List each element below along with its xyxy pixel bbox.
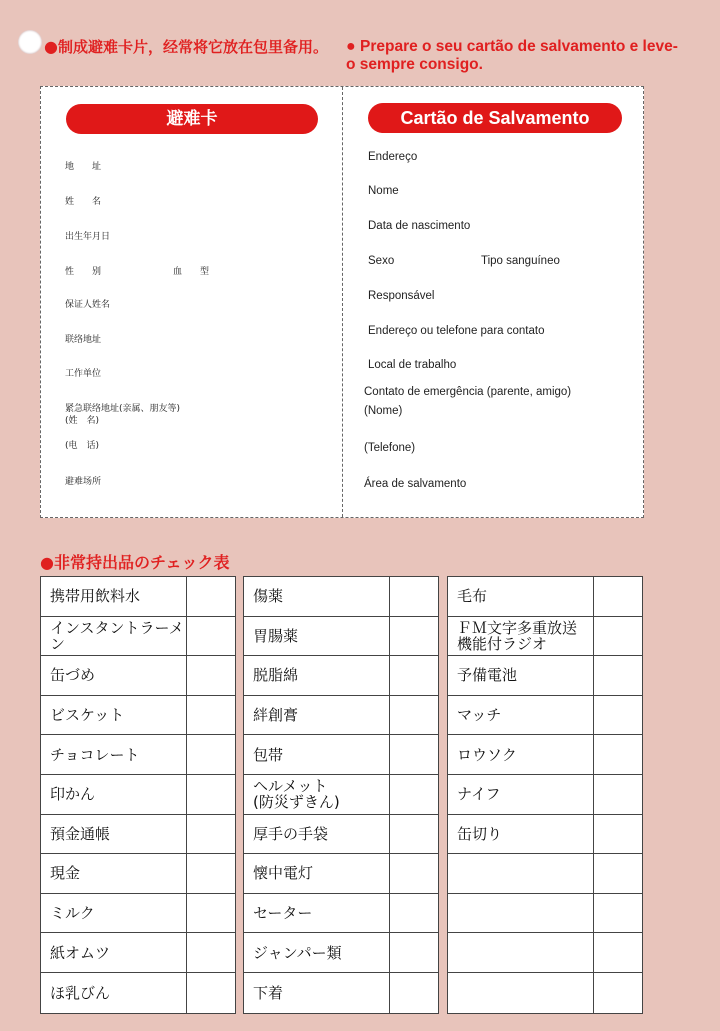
checklist-checkbox[interactable] [390, 894, 438, 933]
checklist-checkbox[interactable] [594, 815, 642, 854]
checklist-row [244, 617, 438, 657]
checklist-checkbox[interactable] [594, 775, 642, 814]
checklist-checkbox[interactable] [594, 577, 642, 616]
checklist-column-2 [243, 576, 439, 1014]
card-title-pt: Cartão de Salvamento [368, 103, 622, 133]
field-contact-pt: Endereço ou telefone para contato [368, 325, 545, 337]
checklist-checkbox[interactable] [187, 735, 235, 774]
field-name-zh: 姓 名 [65, 197, 102, 207]
checklist-item-name [448, 973, 594, 1013]
checklist-row [448, 617, 642, 657]
checklist-item-name: 厚手の手袋 [244, 815, 390, 854]
checklist-item-name: 下着 [244, 973, 390, 1013]
instruction-chinese [44, 38, 344, 56]
checklist-checkbox[interactable] [187, 656, 235, 695]
checklist-checkbox[interactable] [187, 696, 235, 735]
checklist-checkbox[interactable] [390, 815, 438, 854]
checklist-item-name: 絆創膏 [244, 696, 390, 735]
checklist-checkbox[interactable] [390, 973, 438, 1013]
checklist-row [448, 973, 642, 1013]
field-address-zh: 地 址 [65, 162, 102, 172]
checklist-row [41, 617, 235, 657]
checklist-item-name: ジャンパー類 [244, 933, 390, 972]
field-emergency-contact-zh: 紧急联络地址(亲属、朋友等) [65, 404, 181, 414]
bullet-icon: ● [346, 38, 356, 55]
checklist-item-name: インスタントラーメン [41, 617, 187, 656]
field-sex-pt: Sexo [368, 255, 395, 267]
checklist-row [448, 735, 642, 775]
checklist-checkbox[interactable] [594, 656, 642, 695]
checklist-checkbox[interactable] [390, 617, 438, 656]
checklist-item-name: 毛布 [448, 577, 594, 616]
checklist-item-name: 包帯 [244, 735, 390, 774]
checklist-item-name: ＦＭ文字多重放送 機能付ラジオ [448, 617, 594, 656]
field-emergency-name-pt: (Nome) [364, 405, 403, 417]
checklist-item-name: ロウソク [448, 735, 594, 774]
checklist-checkbox[interactable] [594, 735, 642, 774]
checklist-row [448, 775, 642, 815]
checklist-item-name: 予備電池 [448, 656, 594, 695]
checklist-checkbox[interactable] [187, 815, 235, 854]
checklist-row [448, 656, 642, 696]
checklist-item-name: チョコレート [41, 735, 187, 774]
checklist-row [41, 656, 235, 696]
checklist-item-name: 懐中電灯 [244, 854, 390, 893]
field-birthdate-zh: 出生年月日 [65, 232, 111, 242]
field-workplace-zh: 工作单位 [65, 369, 102, 379]
field-sex-zh: 性 别 [65, 267, 102, 277]
punch-hole [18, 30, 42, 54]
field-phone-zh: (电 话) [65, 441, 100, 451]
checklist-item-name: ナイフ [448, 775, 594, 814]
field-name-pt: Nome [368, 185, 399, 197]
field-contact-address-zh: 联络地址 [65, 335, 102, 345]
checklist-item-name: 缶づめ [41, 656, 187, 695]
checklist-row [448, 933, 642, 973]
checklist-item-name: マッチ [448, 696, 594, 735]
checklist-row [41, 933, 235, 973]
checklist-checkbox[interactable] [187, 894, 235, 933]
checklist-row [41, 815, 235, 855]
field-responsible-pt: Responsável [368, 290, 435, 302]
field-workplace-pt: Local de trabalho [368, 359, 457, 371]
emergency-card [40, 86, 644, 518]
field-emergency-contact-pt: Contato de emergência (parente, amigo) [364, 386, 572, 398]
checklist-column-3 [447, 576, 643, 1014]
instruction-zh-text: 制成避难卡片，经常将它放在包里备用。 [57, 38, 328, 56]
checklist-row [448, 894, 642, 934]
bullet-icon: ● [44, 37, 58, 56]
checklist-row [448, 577, 642, 617]
checklist-checkbox[interactable] [390, 775, 438, 814]
checklist-checkbox[interactable] [187, 854, 235, 893]
checklist-checkbox[interactable] [594, 973, 642, 1013]
checklist-row [244, 577, 438, 617]
checklist-checkbox[interactable] [594, 933, 642, 972]
field-address-pt: Endereço [368, 151, 418, 163]
cut-line [342, 87, 343, 517]
checklist-row [244, 696, 438, 736]
checklist-checkbox[interactable] [594, 696, 642, 735]
field-shelter-pt: Área de salvamento [364, 478, 467, 490]
checklist-checkbox[interactable] [187, 577, 235, 616]
checklist-checkbox[interactable] [187, 775, 235, 814]
checklist-item-name: 印かん [41, 775, 187, 814]
field-blood-type-zh: 血 型 [173, 267, 210, 277]
checklist-title: ●非常持出品のチェック表 [40, 553, 230, 572]
checklist-item-name: 傷薬 [244, 577, 390, 616]
checklist-item-name: セーター [244, 894, 390, 933]
checklist-checkbox[interactable] [390, 696, 438, 735]
checklist-item-name [448, 894, 594, 933]
checklist-item-name [448, 933, 594, 972]
field-blood-type-pt: Tipo sanguíneo [481, 255, 560, 267]
instruction-pt-text: Prepare o seu cartão de salvamento e leve-o sempre consigo. [346, 38, 678, 73]
checklist-item-name: 脱脂綿 [244, 656, 390, 695]
checklist-item-name: ヘルメット (防災ずきん) [244, 775, 390, 814]
checklist-checkbox[interactable] [594, 854, 642, 893]
checklist-row [244, 933, 438, 973]
checklist-row [244, 854, 438, 894]
checklist-checkbox[interactable] [187, 933, 235, 972]
checklist-row [244, 973, 438, 1013]
checklist-row [448, 854, 642, 894]
field-guarantor-zh: 保证人姓名 [65, 300, 111, 310]
field-emergency-name-zh: (姓 名) [65, 416, 100, 426]
field-birthdate-pt: Data de nascimento [368, 220, 471, 232]
checklist-row [41, 735, 235, 775]
checklist-row [41, 775, 235, 815]
checklist-checkbox[interactable] [390, 735, 438, 774]
checklist-column-1 [40, 576, 236, 1014]
checklist-row [41, 973, 235, 1013]
card-title-zh: 避难卡 [66, 104, 318, 134]
checklist-item-name: 現金 [41, 854, 187, 893]
checklist-row [244, 775, 438, 815]
checklist-row [41, 577, 235, 617]
checklist-checkbox[interactable] [390, 577, 438, 616]
checklist-item-name: ほ乳びん [41, 973, 187, 1013]
checklist-row [244, 656, 438, 696]
field-phone-pt: (Telefone) [364, 442, 416, 454]
checklist-row [244, 894, 438, 934]
checklist-row [244, 815, 438, 855]
checklist-row [41, 894, 235, 934]
checklist-item-name: ビスケット [41, 696, 187, 735]
checklist-row [41, 696, 235, 736]
checklist-checkbox[interactable] [390, 933, 438, 972]
checklist-checkbox[interactable] [594, 617, 642, 656]
instruction-portuguese [346, 38, 686, 74]
checklist-item-name [448, 854, 594, 893]
checklist-item-name: 携帯用飲料水 [41, 577, 187, 616]
checklist-row [448, 815, 642, 855]
checklist-checkbox[interactable] [594, 894, 642, 933]
checklist-checkbox[interactable] [390, 854, 438, 893]
checklist-item-name: 預金通帳 [41, 815, 187, 854]
checklist-row [448, 696, 642, 736]
checklist-checkbox[interactable] [187, 973, 235, 1013]
checklist-checkbox[interactable] [187, 617, 235, 656]
checklist-row [244, 735, 438, 775]
checklist-item-name: 缶切り [448, 815, 594, 854]
checklist-item-name: 紙オムツ [41, 933, 187, 972]
field-shelter-zh: 避难场所 [65, 477, 102, 487]
checklist-row [41, 854, 235, 894]
checklist-checkbox[interactable] [390, 656, 438, 695]
checklist-item-name: ミルク [41, 894, 187, 933]
checklist-item-name: 胃腸薬 [244, 617, 390, 656]
